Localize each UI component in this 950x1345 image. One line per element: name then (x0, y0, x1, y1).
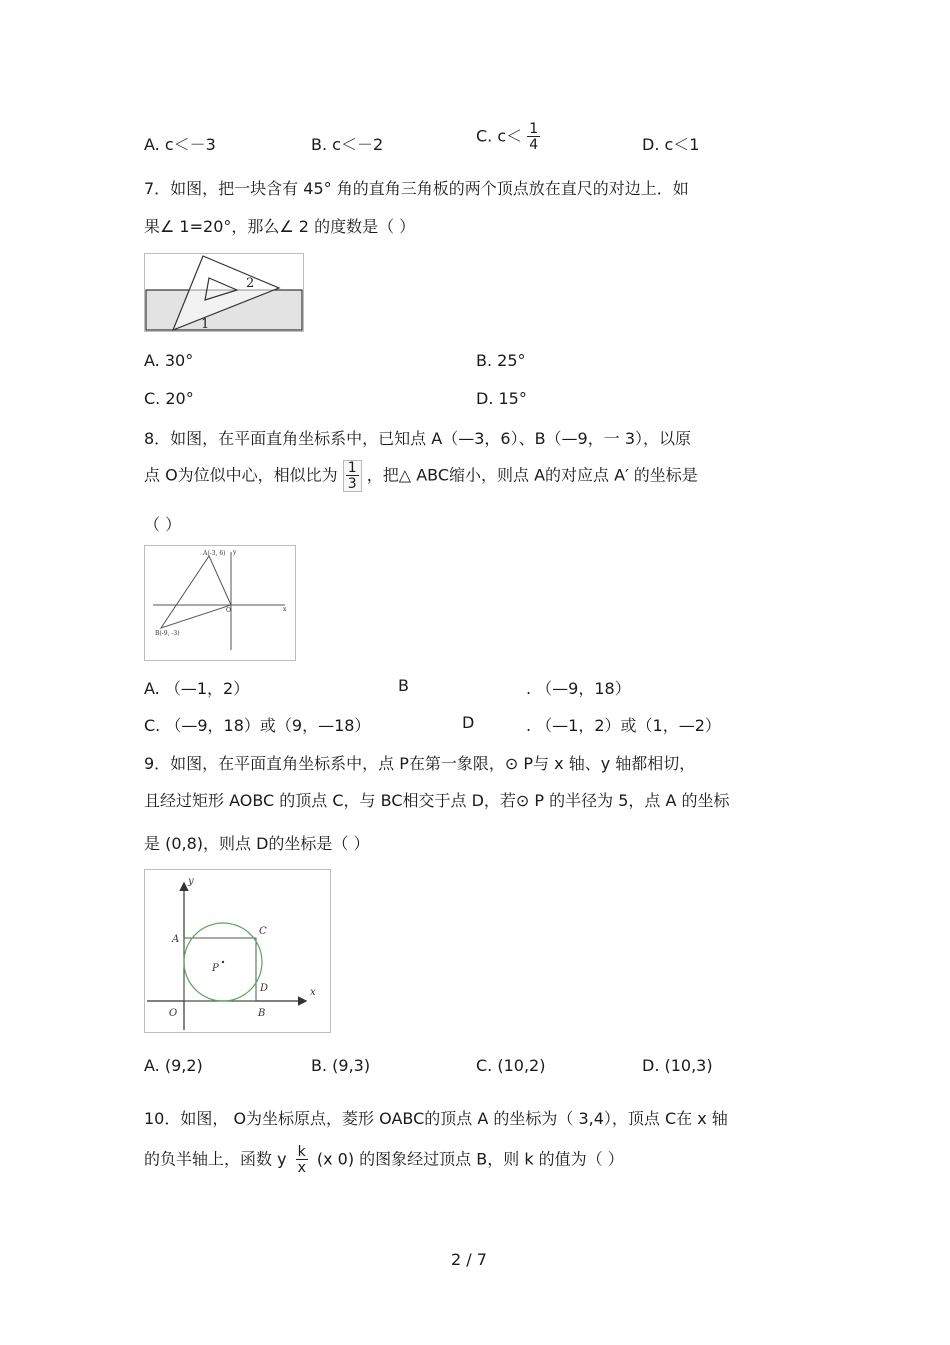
q9-stem-line2: 且经过矩形 AOBC 的顶点 C，与 BC相交于点 D，若⊙ P 的半径为 5，点 A 的坐标 (144, 791, 730, 810)
triangle-abo (161, 556, 231, 628)
angle-label-2: 2 (246, 276, 255, 291)
q6-option-c-prefix: C. c＜ (476, 126, 523, 146)
q8-line2-post: ，把△ ABC缩小，则点 A的对应点 A′ 的坐标是 (366, 465, 698, 485)
q10-line2-post: (x 0) 的图象经过顶点 B，则 k 的值为（ ） (316, 1149, 624, 1169)
q8-option-d-letter: D (462, 713, 475, 732)
point-b-label: B(-9, -3) (155, 630, 180, 637)
page-number: 2 / 7 (451, 1250, 487, 1269)
q9-option-a: A. (9,2) (144, 1056, 203, 1075)
q7-option-c: C. 20° (144, 389, 194, 408)
point-a-label: A(-3, 6) (203, 550, 226, 557)
q9-circle-rectangle-figure (144, 869, 331, 1033)
q6-option-b: B. c＜－2 (311, 135, 384, 154)
q9-figure-svg (145, 870, 330, 1032)
x-axis-label: x (283, 606, 287, 613)
point-p-label: P (212, 963, 219, 974)
q8-line2-pre: 点 O为位似中心，相似比为 (144, 465, 338, 485)
q8-figure-svg (145, 546, 295, 660)
q6-option-d: D. c＜1 (642, 135, 700, 154)
q9-option-c: C. (10,2) (476, 1056, 546, 1075)
q8-stem-line3: （ ） (144, 515, 182, 534)
fraction-denominator: 4 (529, 137, 539, 153)
q6-option-c (476, 122, 540, 152)
fraction-numerator: 1 (529, 121, 539, 137)
point-p (222, 961, 224, 963)
point-c-label: C (259, 926, 267, 937)
q10-function-fraction (296, 1145, 308, 1175)
q9-stem-line3: 是 (0,8)，则点 D的坐标是（ ） (144, 834, 370, 853)
q6-option-c-fraction (527, 122, 540, 152)
q8-option-b-value: . （—9，18） (526, 679, 631, 698)
point-b-label: B (258, 1008, 266, 1019)
q8-option-d-value: . （—1，2）或（1，—2） (526, 716, 721, 735)
origin-label: O (169, 1008, 178, 1019)
q7-option-b: B. 25° (476, 351, 526, 370)
q9-option-b: B. (9,3) (311, 1056, 371, 1075)
q8-option-c: C. （—9，18）或（9，—18） (144, 716, 371, 735)
x-axis-label: x (310, 987, 316, 998)
q6-option-a: A. c＜－3 (144, 135, 216, 154)
q9-stem-line1: 9．如图，在平面直角坐标系中，点 P在第一象限，⊙ P与 x 轴、y 轴都相切， (144, 754, 696, 773)
fraction-denominator: x (297, 1160, 306, 1176)
y-axis-label: y (188, 876, 194, 887)
q8-option-a: A. （—1，2） (144, 679, 250, 698)
point-a-label: A (172, 934, 180, 945)
y-axis-label: y (233, 549, 237, 556)
q10-stem-line2 (144, 1145, 624, 1175)
q7-figure-svg (145, 254, 303, 331)
fraction-denominator: 3 (347, 476, 357, 492)
q7-stem-line2: 果∠ 1=20°，那么∠ 2 的度数是（ ） (144, 217, 416, 236)
q8-option-b-letter: B (398, 676, 409, 695)
q9-option-d: D. (10,3) (642, 1056, 713, 1075)
fraction-numerator: k (297, 1144, 306, 1160)
q8-stem-line2 (144, 460, 698, 492)
origin-label: O (226, 607, 231, 614)
q7-option-d: D. 15° (476, 389, 527, 408)
q7-option-a: A. 30° (144, 351, 194, 370)
q8-ratio-fraction (343, 460, 362, 492)
angle-label-1: 1 (201, 317, 210, 331)
q7-stem-line1: 7．如图，把一块含有 45° 角的直角三角板的两个顶点放在直尺的对边上．如 (144, 179, 689, 198)
point-d-label: D (260, 983, 269, 994)
q10-stem-line1: 10．如图， O为坐标原点，菱形 OABC的顶点 A 的坐标为（ 3,4），顶点 C在 x 轴 (144, 1109, 728, 1128)
q10-line2-pre: 的负半轴上，函数 y (144, 1149, 287, 1169)
q8-coordinate-figure (144, 545, 296, 661)
fraction-numerator: 1 (347, 460, 357, 476)
q7-ruler-triangle-figure (144, 253, 304, 332)
rectangle-aobc (184, 938, 256, 1001)
q8-stem-line1: 8．如图，在平面直角坐标系中，已知点 A（—3，6）、B（—9，一 3），以原 (144, 429, 691, 448)
